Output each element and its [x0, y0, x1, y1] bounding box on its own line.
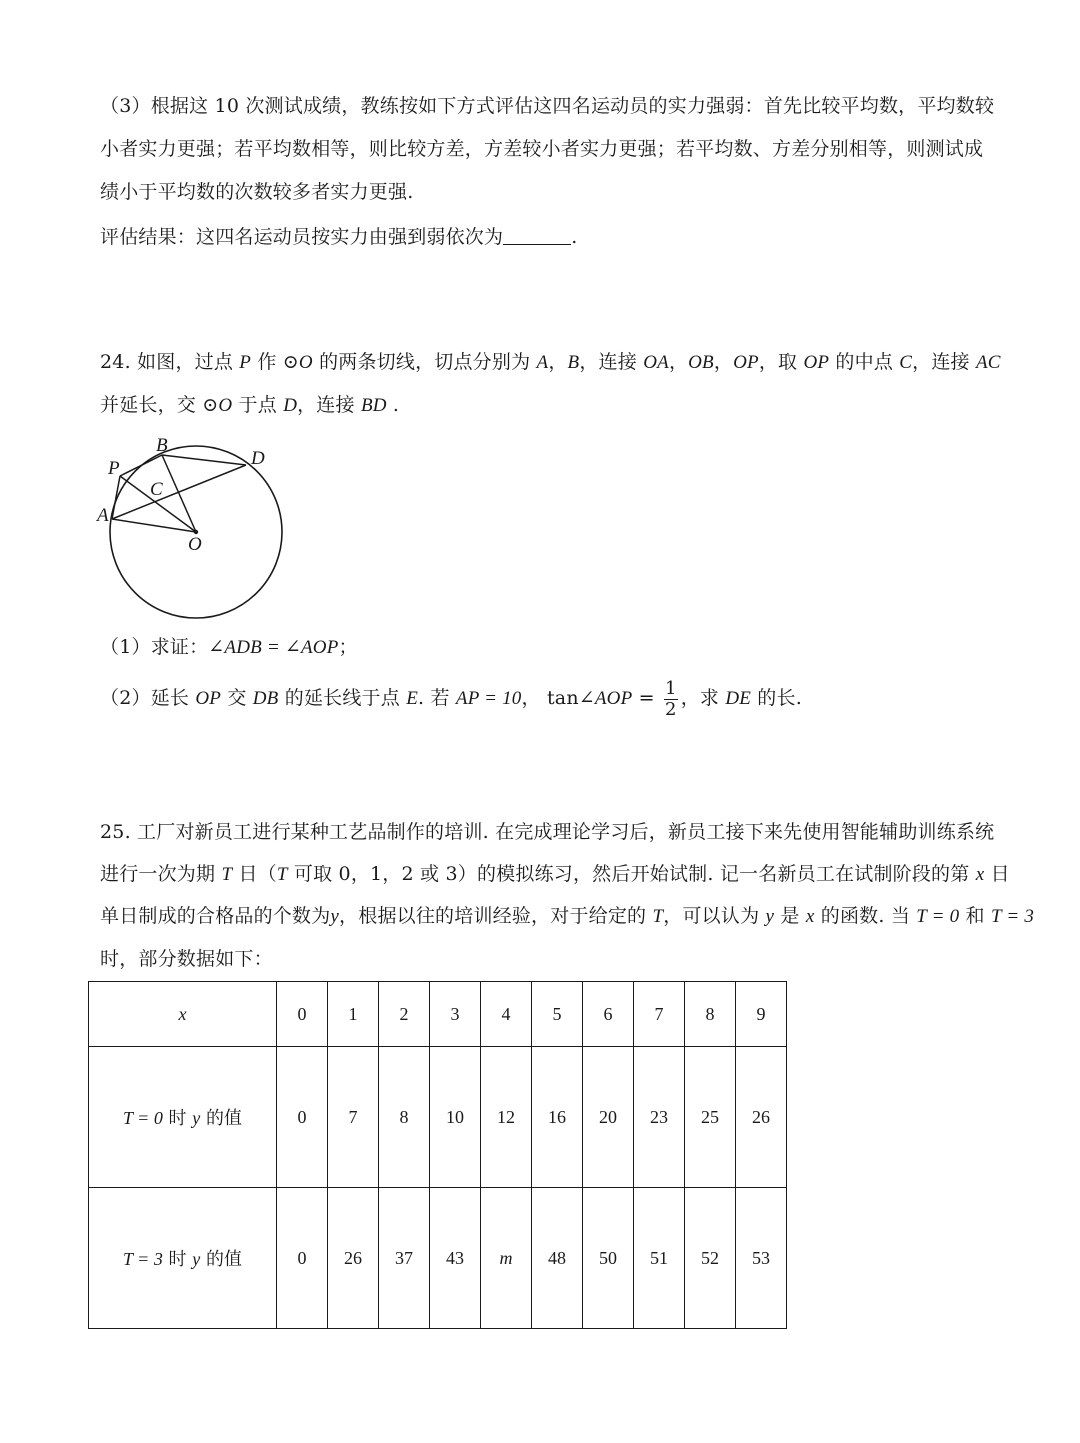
var-y: y: [330, 906, 340, 927]
table-cell: 0: [277, 1047, 328, 1188]
data-table: [88, 981, 787, 1329]
row-label-text: 时: [162, 1249, 193, 1270]
q24-text: （2）延长: [100, 687, 196, 709]
table-cell: 26: [736, 1047, 787, 1188]
label-A: A: [97, 505, 109, 526]
q23-result-prefix: 评估结果：这四名运动员按实力由强到弱依次为: [100, 226, 504, 248]
var-OP: OP: [195, 688, 222, 709]
q24-text: 的两条切线，切点分别为: [312, 351, 537, 373]
table-row-t0: [89, 1047, 787, 1188]
table-header-cell: 4: [481, 982, 532, 1047]
var-O: O: [298, 352, 313, 373]
q25-text: 的函数. 当: [814, 905, 917, 927]
table-cell: 37: [379, 1188, 430, 1329]
row-label-var: y: [192, 1249, 201, 1269]
q23-result-line: [100, 225, 577, 249]
var-P: P: [239, 352, 252, 373]
q24-text: ，连接: [579, 351, 644, 373]
var-B: B: [567, 352, 580, 373]
var-C: C: [899, 352, 913, 373]
table-cell: 7: [328, 1047, 379, 1188]
var-x: x: [975, 864, 985, 885]
var-T: T: [221, 864, 233, 885]
q24-text: 的延长线于点: [278, 687, 407, 709]
var-OP: OP: [803, 352, 830, 373]
var-DE: DE: [725, 688, 752, 709]
var-DB: DB: [252, 688, 279, 709]
q24-text: 24. 如图，过点: [100, 351, 240, 373]
segment-BD: [162, 455, 246, 465]
q24-text: ，连接: [912, 351, 976, 373]
label-D: D: [251, 448, 265, 469]
table-cell: 25: [685, 1047, 736, 1188]
q25-text: 可取 0，1，2 或 3）的模拟练习，然后开始试制. 记一名新员工在试制阶段的第: [287, 863, 976, 885]
fraction-numerator: 1: [665, 677, 677, 699]
q24-text: ，求: [680, 687, 726, 709]
q25-line3: [100, 904, 1034, 929]
geometry-figure: [88, 432, 308, 622]
q25-text: ，根据以往的培训经验，对于给定的: [339, 905, 653, 927]
table-header-cell: 5: [532, 982, 583, 1047]
q24-text: ，连接: [297, 394, 361, 416]
q24-text: . 若: [418, 687, 456, 709]
var-AC: AC: [976, 352, 1001, 373]
table-cell: 26: [328, 1188, 379, 1329]
q24-text: ，: [668, 351, 689, 373]
table-header-cell: 2: [379, 982, 430, 1047]
q24-text: 于点: [232, 394, 284, 416]
label-P: P: [108, 458, 120, 479]
table-cell: 48: [532, 1188, 583, 1329]
q24-part1-suffix: ；: [338, 636, 358, 658]
table-cell: 10: [430, 1047, 481, 1188]
table-row-label: [89, 1047, 277, 1188]
q24-line1: [100, 350, 1001, 375]
var-AOP: AOP: [594, 688, 633, 709]
row-label-var: y: [192, 1108, 201, 1128]
var-AP-eq: AP = 10: [455, 688, 522, 709]
table-header-cell: 1: [328, 982, 379, 1047]
q25-text: 单日制成的合格品的个数为: [100, 905, 331, 927]
fraction-denominator: 2: [665, 698, 677, 720]
q25-text: 日: [984, 863, 1010, 885]
q25-line2: [100, 862, 1010, 887]
table-cell: 12: [481, 1047, 532, 1188]
q24-line2: [100, 393, 399, 418]
q25-text: 日（: [232, 863, 277, 885]
segment-OA: [112, 519, 196, 532]
var-A: A: [536, 352, 549, 373]
segment-OB: [162, 455, 196, 532]
row-label-text: 的值: [200, 1249, 243, 1270]
table-cell: 20: [583, 1047, 634, 1188]
q24-text: ，: [713, 351, 734, 373]
q24-text: ， tan∠: [521, 687, 595, 709]
q24-text: =: [632, 687, 662, 709]
var-D: D: [283, 395, 298, 416]
q25-text: 和: [959, 905, 991, 927]
table-cell: 8: [379, 1047, 430, 1188]
label-O: O: [188, 534, 202, 555]
table-header-row: [89, 982, 787, 1047]
segment-PA: [112, 476, 120, 519]
q24-part1-prefix: （1）求证：: [100, 636, 209, 658]
segment-PB: [120, 455, 162, 476]
row-label-text: 的值: [200, 1108, 243, 1129]
table-cell: 43: [430, 1188, 481, 1329]
q25-line4: 时，部分数据如下：: [100, 948, 273, 970]
q25-text: 进行一次为期: [100, 863, 222, 885]
q24-part2: [100, 676, 802, 721]
table-cell: 51: [634, 1188, 685, 1329]
q24-text: .: [386, 394, 400, 416]
table-cell: 23: [634, 1047, 685, 1188]
var-T: T: [652, 906, 664, 927]
row-label-math: T = 3: [122, 1249, 163, 1269]
table-cell: 53: [736, 1188, 787, 1329]
table-header-cell: 7: [634, 982, 685, 1047]
q25-text: 是: [774, 905, 806, 927]
answer-blank: [503, 226, 571, 245]
table-header-cell: 8: [685, 982, 736, 1047]
q24-part1: [100, 635, 358, 660]
row-label-math: T = 0: [122, 1108, 163, 1128]
var-T0: T = 0: [916, 906, 960, 927]
var-OB: OB: [688, 352, 714, 373]
q23-result-suffix: .: [571, 226, 578, 248]
table-cell: 50: [583, 1188, 634, 1329]
table-header-cell: 9: [736, 982, 787, 1047]
q23-part3-line2: 小者实力更强；若平均数相等，则比较方差，方差较小者实力更强；若平均数、方差分别相等，则测试成: [100, 138, 984, 160]
q25-line1: 25. 工厂对新员工进行某种工艺品制作的培训. 在完成理论学习后，新员工接下来先使用智能辅助训练系统: [100, 821, 995, 843]
var-T: T: [276, 864, 288, 885]
q24-part1-math: ∠ADB = ∠AOP: [208, 637, 339, 658]
table-header-cell: 6: [583, 982, 634, 1047]
fraction-one-half: [663, 679, 679, 720]
row-label-text: 时: [162, 1108, 193, 1129]
var-E: E: [406, 688, 418, 709]
q23-part3-line1: （3）根据这 10 次测试成绩，教练按如下方式评估这四名运动员的实力强弱：首先比较平均数，平均数较: [100, 95, 995, 117]
q25-text: ，可以认为: [663, 905, 766, 927]
table-cell: 52: [685, 1188, 736, 1329]
q24-text: 交: [221, 687, 253, 709]
var-T3: T = 3: [991, 906, 1035, 927]
q24-text: 作 ⊙: [251, 351, 299, 373]
var-O: O: [218, 395, 233, 416]
var-x: x: [805, 906, 815, 927]
table-header-cell: 3: [430, 982, 481, 1047]
q24-text: ，取: [758, 351, 804, 373]
q24-text: ，: [548, 351, 568, 373]
q23-part3-line3: 绩小于平均数的次数较多者实力更强.: [100, 181, 414, 203]
label-B: B: [156, 435, 168, 456]
table-header-label: x: [89, 982, 277, 1047]
q24-text: 的中点: [829, 351, 900, 373]
table-cell: 16: [532, 1047, 583, 1188]
var-OP: OP: [733, 352, 759, 373]
segment-AD: [112, 465, 246, 519]
var-y: y: [765, 906, 775, 927]
table-cell-unknown-m: m: [481, 1188, 532, 1329]
table-row-t3: [89, 1188, 787, 1329]
q24-text: 并延长，交 ⊙: [100, 394, 219, 416]
label-C: C: [150, 479, 163, 500]
var-OA: OA: [643, 352, 669, 373]
var-BD: BD: [360, 395, 387, 416]
table-header-cell: 0: [277, 982, 328, 1047]
q24-text: 的长.: [751, 687, 802, 709]
table-row-label: [89, 1188, 277, 1329]
table-cell: 0: [277, 1188, 328, 1329]
